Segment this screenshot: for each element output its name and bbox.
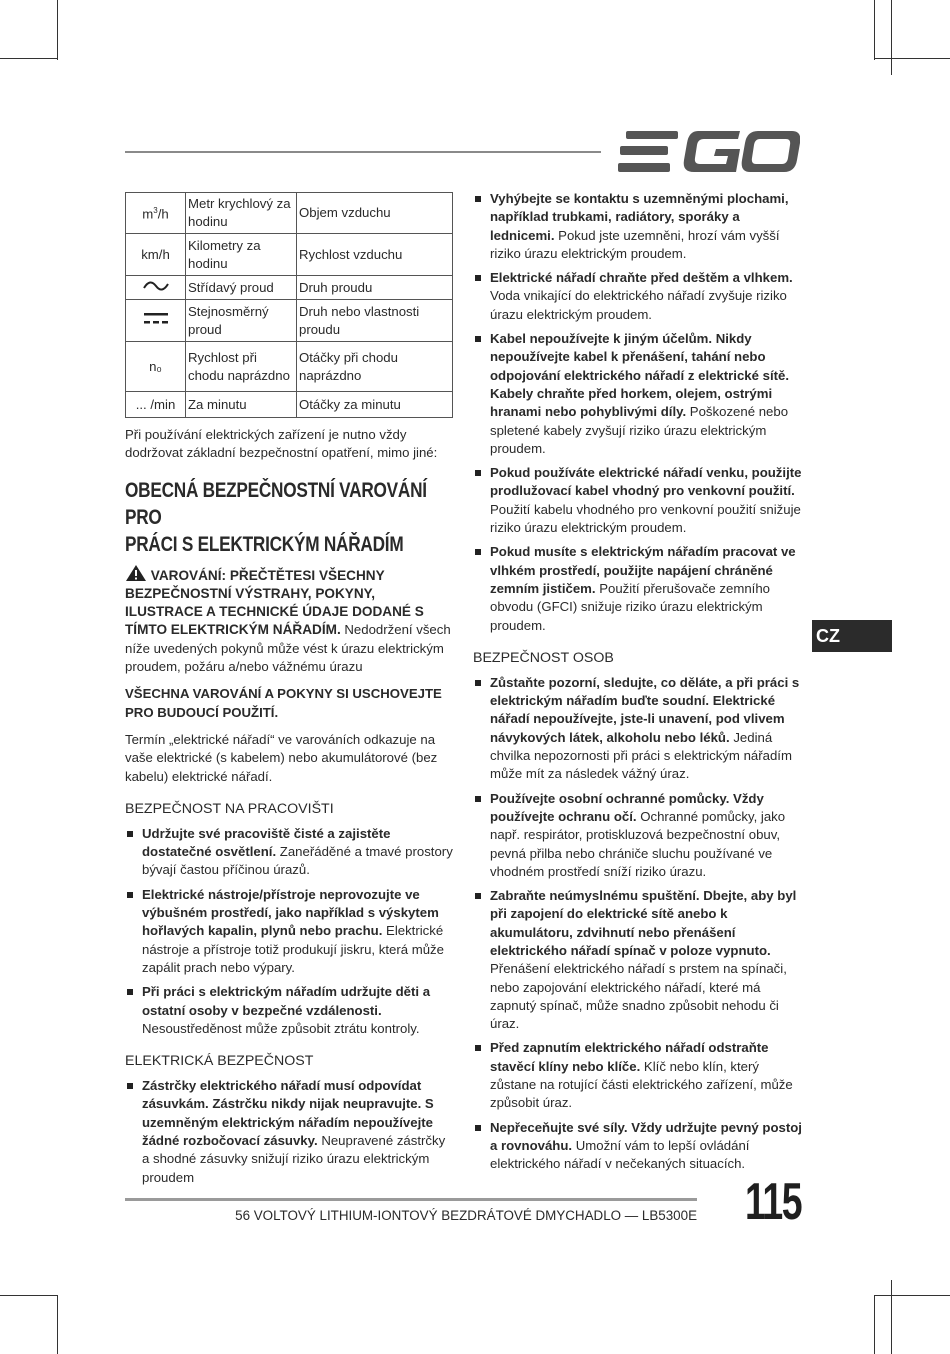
alternating-current-icon (142, 280, 170, 292)
footer-text: 56 VOLTOVÝ LITHIUM-IONTOVÝ BEZDRÁTOVÉ DMYCHADLO — LB5300E (235, 1208, 697, 1223)
crop-mark (57, 1295, 58, 1354)
section-title: ELEKTRICKÁ BEZPEČNOST (125, 1053, 314, 1070)
item-bold: Pokud musíte s elektrickým nářadím pracovat ve vlhkém prostředí, použijte napájení chráněné zemním jističem. (490, 544, 796, 596)
crop-mark (0, 58, 58, 59)
item-text: Jediná chvilka nepozornosti při práci s elektrickým nářadím může mít za následek vážný úraz. (490, 729, 792, 782)
item-text: Zaneřáděné a tmavé prostory bývají častou příčinou úrazů. (142, 844, 453, 878)
symbol-cell: ... /min (126, 392, 186, 418)
footer-rule (125, 1198, 697, 1201)
meaning-cell: Rychlost vzduchu (297, 234, 453, 276)
item-bold: Nepřeceňujte své síly. Vždy udržujte pevný postoj a rovnováhu. (490, 1119, 802, 1153)
item-text: Použití kabelu vhodného pro venkovní použití snižuje riziko úrazu elektrickým proudem. (490, 501, 801, 536)
item-text: Voda vnikající do elektrického nářadí zvyšuje riziko úrazu elektrickým proudem. (490, 288, 787, 322)
item-text: Umožní vám to lepší ovládání elektrického nářadí v nečekaných situacích. (490, 1137, 750, 1172)
table-row (126, 342, 453, 392)
list-item (473, 1039, 803, 1112)
crop-mark (891, 0, 892, 75)
item-text: Přenášení elektrického nářadí s prstem na spínači, nebo zapojování elektrického nářadí, které má zapnutý spínač, může snadno způsobit nehodu či úraz. (490, 961, 787, 1032)
name-cell: Stejnosměrný proud (186, 300, 297, 342)
bullet-list (473, 190, 803, 635)
name-cell: Metr krychlový za hodinu (186, 193, 297, 234)
list-item (473, 674, 803, 784)
term-text: Termín „elektrické nářadí“ ve varováních odkazuje na vaše elektrické (s kabelem) nebo akumulátorové (bez kabelu) elektrické nářadí. (125, 731, 438, 784)
item-bold: Pokud používáte elektrické nářadí venku, použijte prodlužovací kabel vhodný pro venkovní použití. (490, 465, 802, 499)
crop-mark (57, 0, 58, 60)
warning-block (125, 564, 453, 677)
list-item (473, 790, 803, 881)
item-bold: Zůstaňte pozorní, sledujte, co děláte, a při práci s elektrickým nářadím buďte soudní. Elektrické nářadí nepoužívejte, jste-li unavení, pod vlivem návykových látek, alkoholu nebo léků. (490, 674, 800, 745)
bullet-list (125, 825, 453, 1038)
crop-mark (874, 0, 875, 60)
intro-text: Při používání elektrických zařízení je nutno vždy dodržovat základní bezpečnostní opatření, mimo jiné: (125, 427, 438, 461)
table-row (126, 193, 453, 234)
meaning-cell: Druh proudu (297, 276, 453, 300)
item-text: Klíč nebo klín, který zůstane na rotující části elektrického zařízení, může způsobit úraz. (490, 1058, 793, 1111)
right-column (473, 190, 803, 1174)
table-row (126, 276, 453, 300)
ego-logo (618, 131, 800, 173)
units-table (125, 192, 453, 418)
warning-bold: VAROVÁNÍ: PŘEČTĚTESI VŠECHNY BEZPEČNOSTNÍ VÝSTRAHY, POKYNY, ILUSTRACE A TECHNICKÉ ÚDAJE DODANÉ S TÍMTO ELEKTRICKÝM NÁŘADÍM. (125, 567, 424, 638)
name-cell: Za minutu (186, 392, 297, 418)
item-bold: Při práci s elektrickým nářadím udržujte děti a ostatní osoby v bezpečné vzdálenosti. (142, 984, 431, 1018)
symbol-cell (126, 300, 186, 342)
list-item (473, 464, 803, 537)
warning-text: Nedodržení všech níže uvedených pokynů může vést k úrazu elektrickým proudem, požáru a/nebo vážnému úrazu (125, 622, 451, 675)
symbol-cell: $m^3/h$ (126, 193, 186, 234)
meaning-cell: Otáčky při chodu naprázdno (297, 342, 453, 392)
item-bold: Udržujte své pracoviště čisté a zajistěte dostatečné osvětlení. (142, 825, 391, 860)
table-row (126, 392, 453, 418)
page-number: 115 (745, 1173, 802, 1231)
main-heading-line: OBECNÁ BEZPEČNOSTNÍ VAROVÁNÍ PRO (125, 478, 427, 529)
list-item (473, 1119, 803, 1174)
warning-triangle-icon (125, 564, 147, 582)
item-bold: Zástrčky elektrického nářadí musí odpovídat zásuvkám. Zástrčku nikdy nijak neupravujte. S uzemněným elektrickým nářadím nepoužívejte žádné rozbočovací zásuvky. (142, 1078, 434, 1149)
name-cell: Kilometry za hodinu (186, 234, 297, 276)
bullet-list (125, 1077, 453, 1187)
item-bold: Kabel nepoužívejte k jiným účelům. Nikdy nepoužívejte kabel k přenášení, tahání nebo odpojování elektrického nářadí z elektrické sítě. Kabely chraňte před horkem, olejem, ostrými hranami nebo pohyblivými díly. (490, 331, 790, 420)
table-row (126, 300, 453, 342)
item-text: Nesoustředěnost může způsobit ztrátu kontroly. (142, 1020, 420, 1036)
list-item (125, 886, 453, 977)
symbol-cell: n₀ (126, 342, 186, 392)
symbol-cell: km/h (126, 234, 186, 276)
section-title: BEZPEČNOST NA PRACOVIŠTI (125, 800, 334, 817)
item-bold: Zabraňte neúmyslnému spuštění. Dbejte, aby byl při zapojení do elektrické sítě anebo k akumulátoru, zdvihnutí nebo přenášení elektrického nářadí spínač v poloze vypnuto. (490, 888, 797, 958)
crop-mark (891, 1280, 892, 1354)
main-heading (125, 477, 453, 558)
meaning-cell: Objem vzduchu (297, 193, 453, 234)
list-item (125, 825, 453, 880)
item-text: Použití přerušovače zemního obvodu (GFCI) snižuje riziko úrazu elektrickým proudem. (490, 580, 771, 633)
meaning-cell: Otáčky za minutu (297, 392, 453, 418)
name-cell: Střídavý proud (186, 276, 297, 300)
keep-instructions: VŠECHNA VAROVÁNÍ A POKYNY SI USCHOVEJTE PRO BUDOUCÍ POUŽITÍ. (125, 686, 442, 720)
crop-mark (0, 1295, 58, 1296)
header-rule (125, 151, 601, 153)
crop-mark (874, 1295, 875, 1354)
table-row (126, 234, 453, 276)
item-text: Neupravené zástrčky a shodné zásuvky snižují riziko úrazu elektrickým proudem (142, 1133, 446, 1185)
crop-mark (874, 1295, 950, 1296)
list-item (473, 543, 803, 634)
main-heading-line: PRÁCI S ELEKTRICKÝM NÁŘADÍM (125, 532, 404, 556)
name-cell: Rychlost při chodu naprázdno (186, 342, 297, 392)
symbol-cell (126, 276, 186, 300)
section-title: BEZPEČNOST OSOB (473, 649, 614, 666)
item-bold: Před zapnutím elektrického nářadí odstraňte stavěcí klíny nebo klíče. (490, 1040, 769, 1074)
left-column (125, 192, 453, 1187)
item-text: Pokud jste uzemněni, hrozí vám vyšší riziko úrazu elektrickým proudem. (490, 227, 780, 261)
list-item (473, 190, 803, 263)
direct-current-icon (142, 311, 170, 325)
list-item (473, 330, 803, 458)
list-item (125, 983, 453, 1038)
bullet-list (473, 674, 803, 1174)
item-bold: Elektrické nářadí chraňte před deštěm a vlhkem. (490, 270, 793, 286)
item-bold: Vyhýbejte se kontaktu s uzemněnými plochami, například trubkami, radiátory, sporáky a lednicemi. (490, 191, 789, 243)
item-bold: Elektrické nástroje/přístroje neprovozujte ve výbušném prostředí, jako například s výskytem hořlavých kapalin, plynů nebo prachu. (142, 886, 439, 939)
list-item (125, 1077, 453, 1187)
list-item (473, 269, 803, 324)
item-bold: Používejte osobní ochranné pomůcky. Vždy používejte ochranu očí. (490, 790, 764, 824)
meaning-cell: Druh nebo vlastnosti proudu (297, 300, 453, 342)
item-text: Poškozené nebo spletené kabely zvyšují riziko úrazu elektrickým proudem. (490, 404, 789, 456)
crop-mark (874, 58, 950, 59)
list-item (473, 887, 803, 1033)
item-text: Ochranné pomůcky, jako např. respirátor, protiskluzová bezpečnostní obuv, pevná přilba nebo chrániče sluchu používané ve vhodném prostředí sníží riziko úrazu. (490, 808, 786, 879)
language-tab: CZ (812, 620, 892, 652)
item-text: Elektrické nástroje a přístroje totiž produkují jiskru, která může zapálit prach nebo výpary. (142, 923, 444, 975)
